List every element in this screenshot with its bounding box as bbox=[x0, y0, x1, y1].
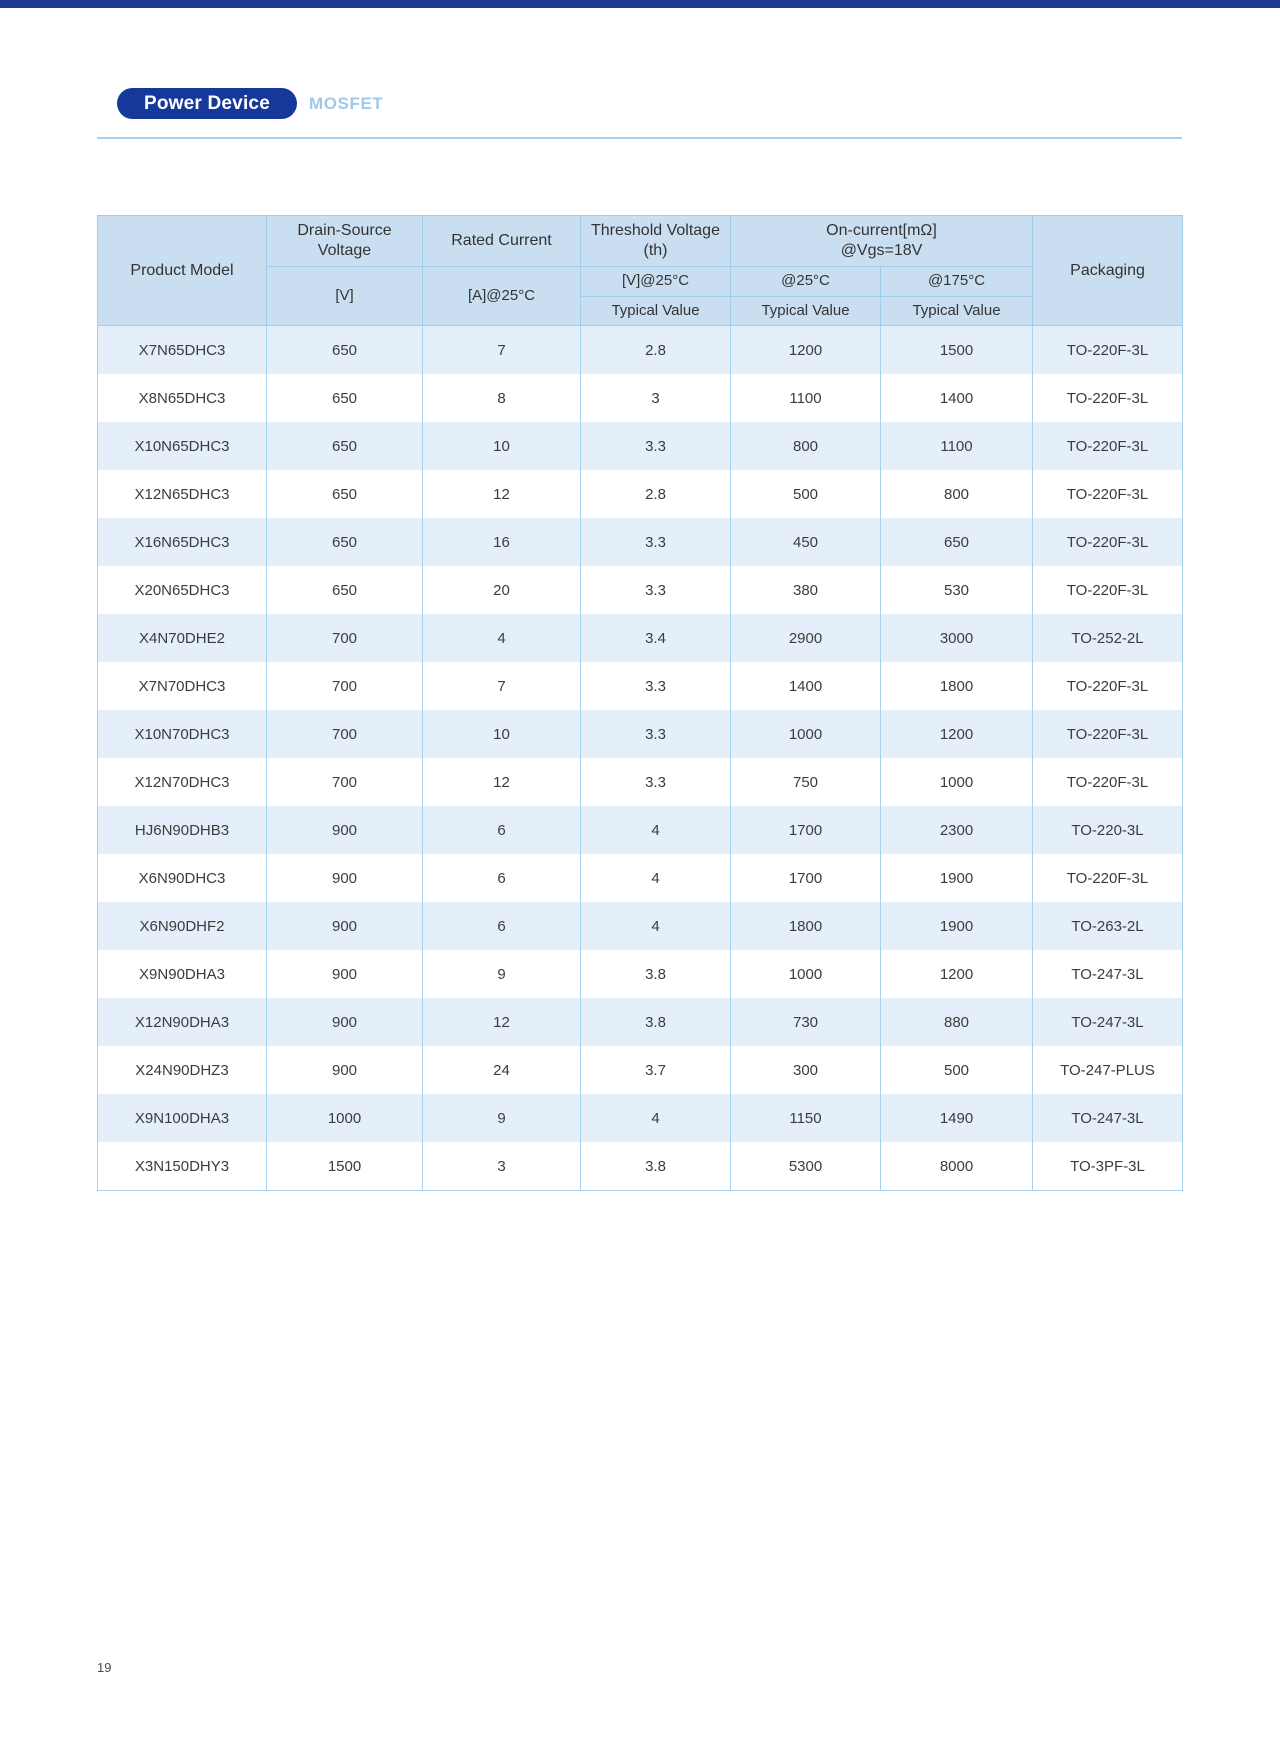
page-number: 19 bbox=[97, 1660, 112, 1675]
on-current-175c-cell: 1200 bbox=[881, 710, 1033, 758]
on-current-25c-cell: 1400 bbox=[731, 662, 881, 710]
drain-source-line2: Voltage bbox=[317, 242, 372, 259]
drain-source-voltage-cell: 700 bbox=[267, 662, 423, 710]
threshold-voltage-cell: 3.3 bbox=[581, 566, 731, 614]
table-row bbox=[98, 710, 1183, 758]
table-row bbox=[98, 902, 1183, 950]
on-current-25c-cell: 300 bbox=[731, 1046, 881, 1094]
product-model-cell: X20N65DHC3 bbox=[98, 566, 267, 614]
rated-current-cell: 10 bbox=[423, 710, 581, 758]
table-row bbox=[98, 950, 1183, 998]
table-row bbox=[98, 758, 1183, 806]
rated-current-cell: 3 bbox=[423, 1142, 581, 1191]
drain-source-voltage-cell: 700 bbox=[267, 710, 423, 758]
table-row bbox=[98, 662, 1183, 710]
threshold-voltage-cell: 3.8 bbox=[581, 950, 731, 998]
on-current-175c-cell: 1400 bbox=[881, 374, 1033, 422]
brand-row bbox=[117, 88, 383, 119]
threshold-voltage-cell: 4 bbox=[581, 806, 731, 854]
on-current-175c-cell: 530 bbox=[881, 566, 1033, 614]
drain-source-voltage-cell: 650 bbox=[267, 470, 423, 518]
on-current-175c-cell: 1900 bbox=[881, 902, 1033, 950]
subheader-current-unit: [A]@25°C bbox=[423, 267, 581, 326]
col-header-rated-current: Rated Current bbox=[423, 216, 581, 267]
drain-source-voltage-cell: 650 bbox=[267, 326, 423, 375]
threshold-voltage-cell: 3.3 bbox=[581, 758, 731, 806]
table-body bbox=[98, 326, 1183, 1191]
table-row bbox=[98, 374, 1183, 422]
on-current-25c-cell: 1000 bbox=[731, 710, 881, 758]
on-current-175c-cell: 1200 bbox=[881, 950, 1033, 998]
on-current-175c-cell: 1900 bbox=[881, 854, 1033, 902]
product-model-cell: X7N65DHC3 bbox=[98, 326, 267, 375]
threshold-voltage-cell: 3.7 bbox=[581, 1046, 731, 1094]
on-current-line2: @Vgs=18V bbox=[840, 242, 923, 259]
rated-current-cell: 12 bbox=[423, 758, 581, 806]
on-current-175c-cell: 1490 bbox=[881, 1094, 1033, 1142]
packaging-cell: TO-247-3L bbox=[1033, 1094, 1183, 1142]
threshold-voltage-cell: 2.8 bbox=[581, 470, 731, 518]
table-row bbox=[98, 1046, 1183, 1094]
on-current-175c-cell: 1500 bbox=[881, 326, 1033, 375]
packaging-cell: TO-220-3L bbox=[1033, 806, 1183, 854]
threshold-line2: (th) bbox=[643, 242, 668, 259]
rated-current-cell: 4 bbox=[423, 614, 581, 662]
packaging-cell: TO-263-2L bbox=[1033, 902, 1183, 950]
on-current-175c-cell: 8000 bbox=[881, 1142, 1033, 1191]
rated-current-cell: 12 bbox=[423, 470, 581, 518]
rated-current-cell: 9 bbox=[423, 1094, 581, 1142]
product-model-cell: X10N70DHC3 bbox=[98, 710, 267, 758]
threshold-voltage-cell: 3.8 bbox=[581, 998, 731, 1046]
on-current-175c-cell: 650 bbox=[881, 518, 1033, 566]
rated-current-cell: 10 bbox=[423, 422, 581, 470]
subheader-on-current-25c: @25°C bbox=[731, 267, 881, 297]
packaging-cell: TO-220F-3L bbox=[1033, 422, 1183, 470]
product-model-cell: X9N90DHA3 bbox=[98, 950, 267, 998]
packaging-cell: TO-247-PLUS bbox=[1033, 1046, 1183, 1094]
subheader-25c-typical: Typical Value bbox=[731, 297, 881, 326]
table-row bbox=[98, 422, 1183, 470]
on-current-25c-cell: 1700 bbox=[731, 806, 881, 854]
on-current-25c-cell: 1000 bbox=[731, 950, 881, 998]
rated-current-cell: 24 bbox=[423, 1046, 581, 1094]
threshold-voltage-cell: 4 bbox=[581, 902, 731, 950]
table-row bbox=[98, 806, 1183, 854]
threshold-voltage-cell: 3.4 bbox=[581, 614, 731, 662]
product-model-cell: X6N90DHC3 bbox=[98, 854, 267, 902]
drain-source-voltage-cell: 650 bbox=[267, 422, 423, 470]
on-current-25c-cell: 450 bbox=[731, 518, 881, 566]
table-row bbox=[98, 854, 1183, 902]
table-row bbox=[98, 614, 1183, 662]
on-current-175c-cell: 880 bbox=[881, 998, 1033, 1046]
drain-source-voltage-cell: 700 bbox=[267, 758, 423, 806]
threshold-voltage-cell: 3 bbox=[581, 374, 731, 422]
rated-current-cell: 20 bbox=[423, 566, 581, 614]
header-divider bbox=[97, 137, 1182, 139]
on-current-25c-cell: 730 bbox=[731, 998, 881, 1046]
product-model-cell: X9N100DHA3 bbox=[98, 1094, 267, 1142]
on-current-25c-cell: 1150 bbox=[731, 1094, 881, 1142]
on-current-25c-cell: 750 bbox=[731, 758, 881, 806]
table-row bbox=[98, 1094, 1183, 1142]
on-current-25c-cell: 800 bbox=[731, 422, 881, 470]
table-row bbox=[98, 326, 1183, 375]
on-current-line1: On-current[mΩ] bbox=[826, 222, 937, 239]
drain-source-voltage-cell: 900 bbox=[267, 1046, 423, 1094]
on-current-25c-cell: 380 bbox=[731, 566, 881, 614]
product-model-cell: X6N90DHF2 bbox=[98, 902, 267, 950]
drain-source-voltage-cell: 1000 bbox=[267, 1094, 423, 1142]
drain-source-line1: Drain-Source bbox=[297, 222, 392, 239]
on-current-175c-cell: 800 bbox=[881, 470, 1033, 518]
on-current-175c-cell: 1000 bbox=[881, 758, 1033, 806]
threshold-voltage-cell: 3.8 bbox=[581, 1142, 731, 1191]
packaging-cell: TO-252-2L bbox=[1033, 614, 1183, 662]
rated-current-cell: 7 bbox=[423, 662, 581, 710]
drain-source-voltage-cell: 900 bbox=[267, 998, 423, 1046]
on-current-175c-cell: 1800 bbox=[881, 662, 1033, 710]
drain-source-voltage-cell: 700 bbox=[267, 614, 423, 662]
drain-source-voltage-cell: 650 bbox=[267, 518, 423, 566]
col-header-threshold-voltage bbox=[581, 216, 731, 267]
subheader-175c-typical: Typical Value bbox=[881, 297, 1033, 326]
top-accent-bar bbox=[0, 0, 1280, 8]
on-current-25c-cell: 2900 bbox=[731, 614, 881, 662]
table-row bbox=[98, 998, 1183, 1046]
packaging-cell: TO-247-3L bbox=[1033, 950, 1183, 998]
packaging-cell: TO-220F-3L bbox=[1033, 854, 1183, 902]
on-current-175c-cell: 500 bbox=[881, 1046, 1033, 1094]
col-header-packaging: Packaging bbox=[1033, 216, 1183, 326]
drain-source-voltage-cell: 650 bbox=[267, 374, 423, 422]
packaging-cell: TO-220F-3L bbox=[1033, 326, 1183, 375]
packaging-cell: TO-220F-3L bbox=[1033, 566, 1183, 614]
table-header bbox=[98, 216, 1183, 326]
drain-source-voltage-cell: 900 bbox=[267, 806, 423, 854]
col-header-on-current bbox=[731, 216, 1033, 267]
product-model-cell: X12N90DHA3 bbox=[98, 998, 267, 1046]
rated-current-cell: 8 bbox=[423, 374, 581, 422]
packaging-cell: TO-220F-3L bbox=[1033, 758, 1183, 806]
on-current-25c-cell: 500 bbox=[731, 470, 881, 518]
product-model-cell: HJ6N90DHB3 bbox=[98, 806, 267, 854]
threshold-voltage-cell: 4 bbox=[581, 854, 731, 902]
on-current-25c-cell: 1100 bbox=[731, 374, 881, 422]
drain-source-voltage-cell: 900 bbox=[267, 950, 423, 998]
subheader-vth-typical: Typical Value bbox=[581, 297, 731, 326]
product-model-cell: X8N65DHC3 bbox=[98, 374, 267, 422]
col-header-drain-source-voltage bbox=[267, 216, 423, 267]
product-model-cell: X3N150DHY3 bbox=[98, 1142, 267, 1191]
threshold-line1: Threshold Voltage bbox=[591, 222, 720, 239]
table-row bbox=[98, 1142, 1183, 1191]
packaging-cell: TO-3PF-3L bbox=[1033, 1142, 1183, 1191]
rated-current-cell: 9 bbox=[423, 950, 581, 998]
product-model-cell: X10N65DHC3 bbox=[98, 422, 267, 470]
threshold-voltage-cell: 3.3 bbox=[581, 662, 731, 710]
threshold-voltage-cell: 4 bbox=[581, 1094, 731, 1142]
product-model-cell: X16N65DHC3 bbox=[98, 518, 267, 566]
threshold-voltage-cell: 3.3 bbox=[581, 518, 731, 566]
packaging-cell: TO-220F-3L bbox=[1033, 662, 1183, 710]
threshold-voltage-cell: 3.3 bbox=[581, 422, 731, 470]
product-model-cell: X12N70DHC3 bbox=[98, 758, 267, 806]
subheader-vds-unit: [V] bbox=[267, 267, 423, 326]
drain-source-voltage-cell: 650 bbox=[267, 566, 423, 614]
mosfet-spec-table bbox=[97, 215, 1183, 1191]
table-row bbox=[98, 566, 1183, 614]
on-current-25c-cell: 1800 bbox=[731, 902, 881, 950]
rated-current-cell: 6 bbox=[423, 854, 581, 902]
packaging-cell: TO-220F-3L bbox=[1033, 710, 1183, 758]
rated-current-cell: 16 bbox=[423, 518, 581, 566]
rated-current-cell: 6 bbox=[423, 806, 581, 854]
packaging-cell: TO-220F-3L bbox=[1033, 374, 1183, 422]
col-header-product-model: Product Model bbox=[98, 216, 267, 326]
product-model-cell: X24N90DHZ3 bbox=[98, 1046, 267, 1094]
on-current-175c-cell: 3000 bbox=[881, 614, 1033, 662]
packaging-cell: TO-247-3L bbox=[1033, 998, 1183, 1046]
on-current-175c-cell: 1100 bbox=[881, 422, 1033, 470]
product-model-cell: X7N70DHC3 bbox=[98, 662, 267, 710]
product-model-cell: X12N65DHC3 bbox=[98, 470, 267, 518]
on-current-25c-cell: 1700 bbox=[731, 854, 881, 902]
subheader-on-current-175c: @175°C bbox=[881, 267, 1033, 297]
threshold-voltage-cell: 3.3 bbox=[581, 710, 731, 758]
table-row bbox=[98, 470, 1183, 518]
rated-current-cell: 7 bbox=[423, 326, 581, 375]
on-current-175c-cell: 2300 bbox=[881, 806, 1033, 854]
rated-current-cell: 12 bbox=[423, 998, 581, 1046]
packaging-cell: TO-220F-3L bbox=[1033, 518, 1183, 566]
rated-current-cell: 6 bbox=[423, 902, 581, 950]
drain-source-voltage-cell: 1500 bbox=[267, 1142, 423, 1191]
threshold-voltage-cell: 2.8 bbox=[581, 326, 731, 375]
product-model-cell: X4N70DHE2 bbox=[98, 614, 267, 662]
on-current-25c-cell: 5300 bbox=[731, 1142, 881, 1191]
drain-source-voltage-cell: 900 bbox=[267, 854, 423, 902]
drain-source-voltage-cell: 900 bbox=[267, 902, 423, 950]
on-current-25c-cell: 1200 bbox=[731, 326, 881, 375]
table-row bbox=[98, 518, 1183, 566]
subheader-vth-unit: [V]@25°C bbox=[581, 267, 731, 297]
category-label: MOSFET bbox=[308, 93, 384, 113]
packaging-cell: TO-220F-3L bbox=[1033, 470, 1183, 518]
power-device-badge: Power Device bbox=[117, 88, 297, 119]
